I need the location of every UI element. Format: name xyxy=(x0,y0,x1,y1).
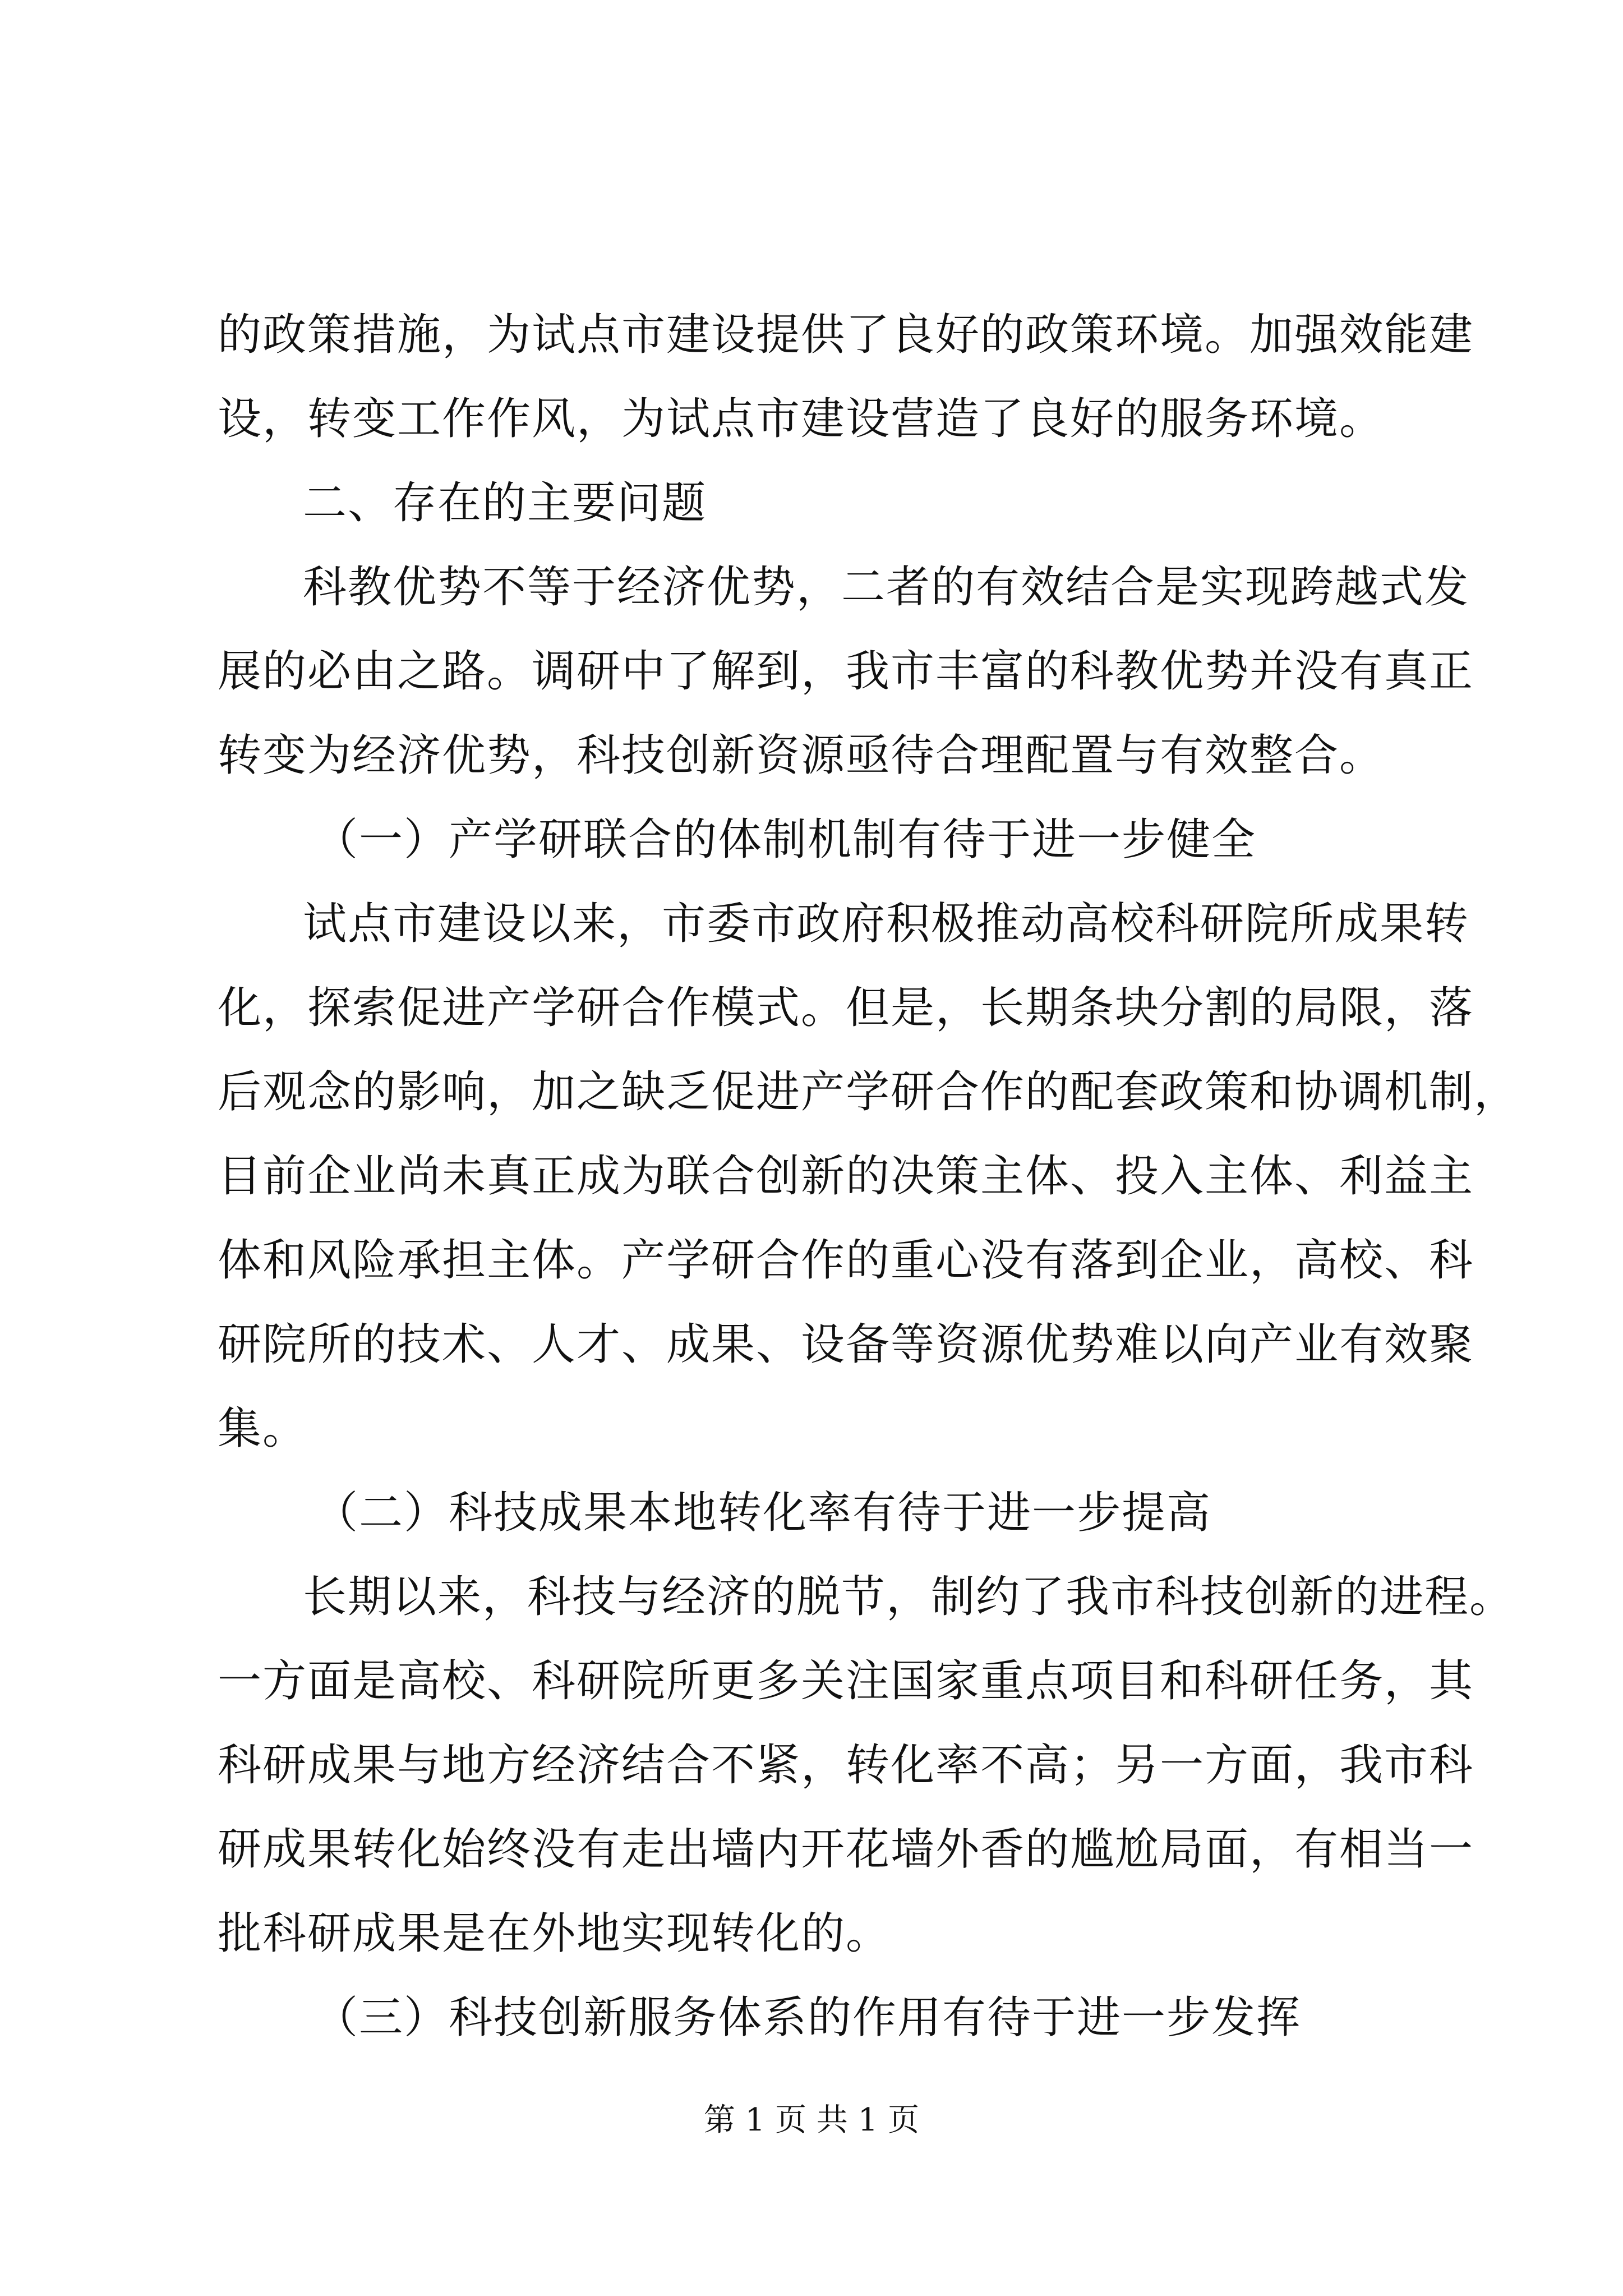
body-text-line: 试点市建设以来，市委市政府积极推动高校科研院所成果转 xyxy=(303,899,1470,949)
page-footer: 第 1 页 共 1 页 xyxy=(703,2102,920,2138)
body-text-line: 设，转变工作作风，为试点市建设营造了良好的服务环境。 xyxy=(218,394,1385,444)
subsection-heading: （三）科技创新服务体系的作用有待于进一步发挥 xyxy=(314,1993,1302,2043)
body-text-line: 研成果转化始终没有走出墙内开花墙外香的尴尬局面，有相当一 xyxy=(218,1824,1474,1875)
body-text-line: 科教优势不等于经济优势，二者的有效结合是实现跨越式发 xyxy=(303,562,1470,613)
body-text-line: 研院所的技术、人才、成果、设备等资源优势难以向产业有效聚 xyxy=(218,1319,1474,1370)
body-text-line: 长期以来，科技与经济的脱节，制约了我市科技创新的进程。 xyxy=(303,1572,1515,1622)
body-text-line: 转变为经济优势，科技创新资源亟待合理配置与有效整合。 xyxy=(218,730,1385,781)
body-text-line: 化，探索促进产学研合作模式。但是，长期条块分割的局限，落 xyxy=(218,983,1474,1033)
subsection-heading: （二）科技成果本地转化率有待于进一步提高 xyxy=(314,1488,1212,1538)
body-text-line: 后观念的影响，加之缺乏促进产学研合作的配套政策和协调机制， xyxy=(218,1067,1519,1117)
body-text-line: 一方面是高校、科研院所更多关注国家重点项目和科研任务，其 xyxy=(218,1656,1474,1706)
body-text-line: 展的必由之路。调研中了解到，我市丰富的科教优势并没有真正 xyxy=(218,646,1474,697)
section-heading: 二、存在的主要问题 xyxy=(303,478,707,528)
body-text-line: 集。 xyxy=(218,1404,308,1454)
body-text-line: 体和风险承担主体。产学研合作的重心没有落到企业，高校、科 xyxy=(218,1235,1474,1286)
body-text-line: 批科研成果是在外地实现转化的。 xyxy=(218,1908,891,1959)
body-text-line: 目前企业尚未真正成为联合创新的决策主体、投入主体、利益主 xyxy=(218,1151,1474,1202)
body-text-line: 的政策措施，为试点市建设提供了良好的政策环境。加强效能建 xyxy=(218,310,1474,360)
subsection-heading: （一）产学研联合的体制机制有待于进一步健全 xyxy=(314,815,1257,865)
body-text-line: 科研成果与地方经济结合不紧，转化率不高；另一方面，我市科 xyxy=(218,1740,1474,1791)
